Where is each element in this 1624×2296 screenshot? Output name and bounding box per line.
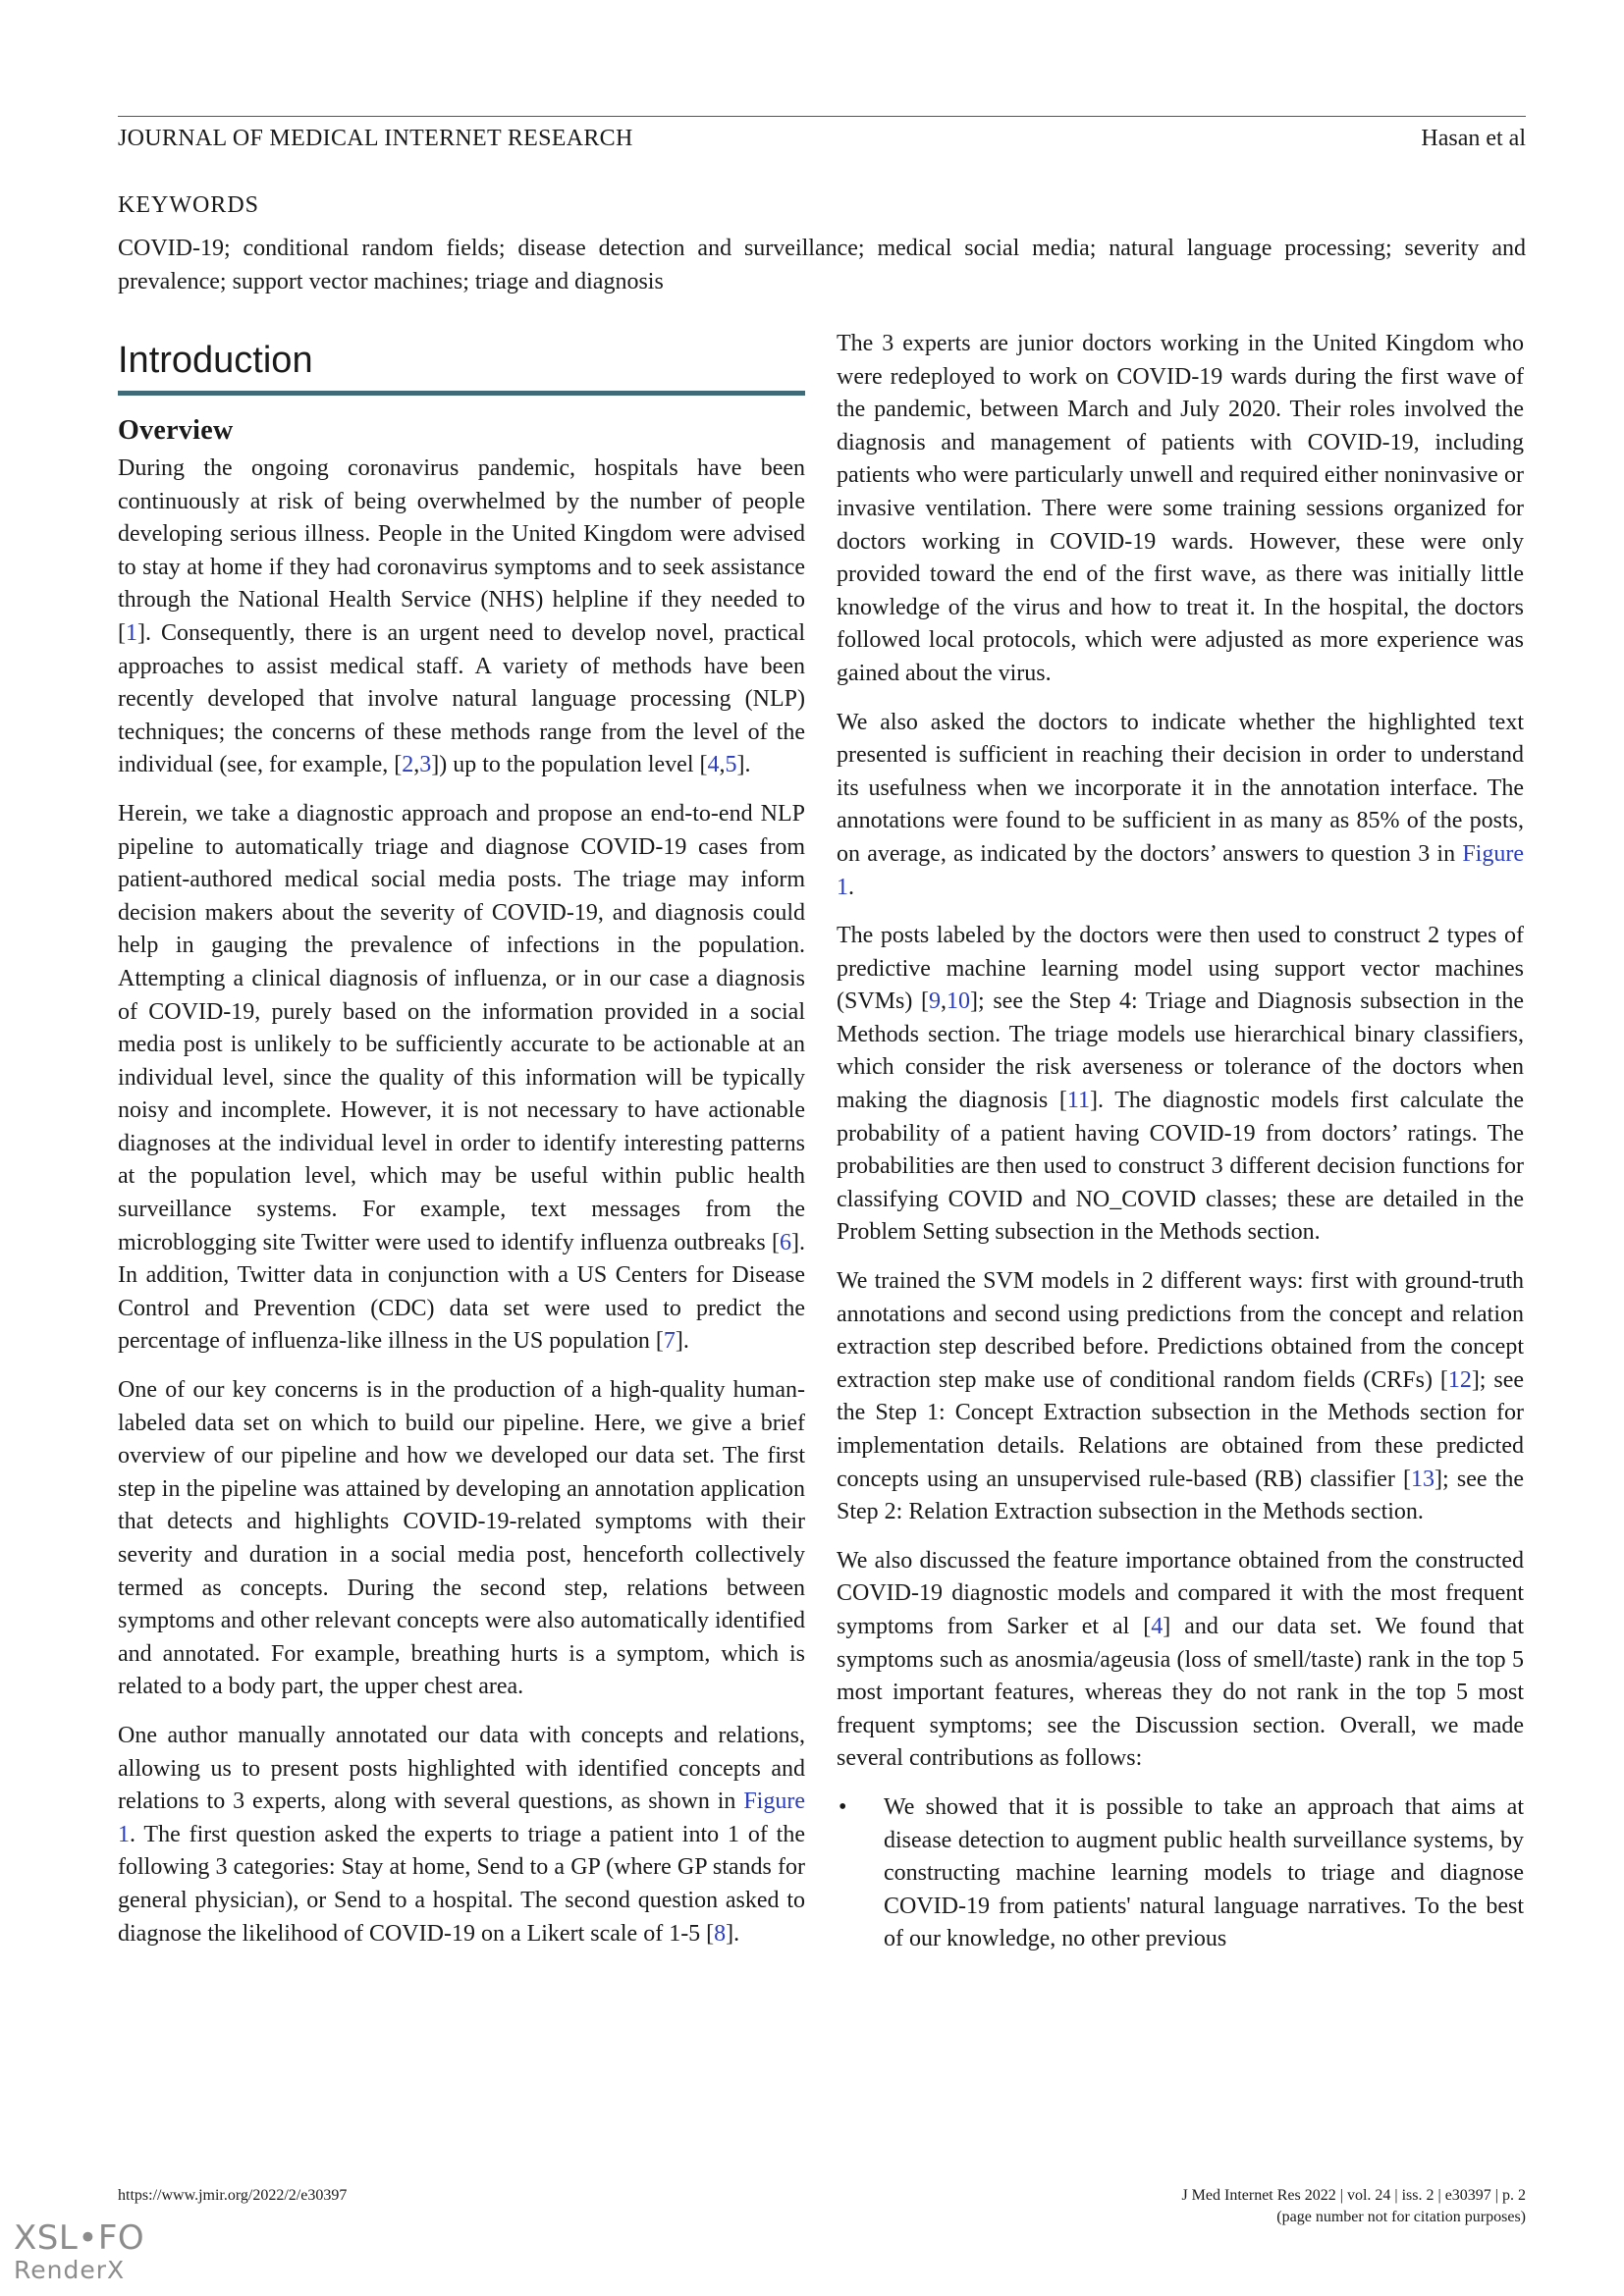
paragraph: We also asked the doctors to indicate whether the highlighted text presented is sufficient in reaching their decision in order to understand its usefulness when we incorporate it in the annotation interface. The annotations were found to be sufficient in as many as 85% of the posts, on average, as indicated by the doctors’ answers to question 3 in Figure 1. — [837, 709, 1524, 900]
citation-link[interactable]: 11 — [1066, 1088, 1091, 1114]
list-item — [837, 1791, 1524, 1956]
citation-footer — [1181, 2185, 1526, 2228]
paragraph: The 3 experts are junior doctors working in the United Kingdom who were redeployed to work on COVID-19 wards during the first wave of the pandemic, between March and July 2020. Their roles involved the diagnosis and management of patients with COVID-19, including patients who were particularly unwell and required either noninvasive or invasive ventilation. There were some training sessions organized for doctors working in COVID-19 wards. However, these were only provided toward the end of the first wave, as there was initially little knowledge of the virus and how to treat it. In the hospital, the doctors followed local protocols, which were adjusted as more experience was gained about the virus. — [837, 331, 1524, 686]
citation-link[interactable]: 4 — [1151, 1613, 1164, 1639]
logo-bottom-text: RenderX — [14, 2256, 126, 2284]
figure-link[interactable]: Figure 1 — [118, 1789, 805, 1847]
header-rule — [118, 116, 1526, 117]
citation-link[interactable]: 3 — [419, 752, 432, 778]
citation-link[interactable]: 12 — [1447, 1366, 1472, 1393]
keywords-text: COVID-19; conditional random fields; disease detection and surveillance; medical social media; natural language processing; severity and prevalence; support vector machines; triage and diagnosis — [118, 236, 1526, 294]
list-item-text: We showed that it is possible to take an approach that aims at disease detection to augment public health surveillance systems, by constructing machine learning models to triage and diagnose COVID-19 from patients' natural language narratives. To the best of our knowledge, no other previous — [884, 1793, 1524, 1952]
journal-title: JOURNAL OF MEDICAL INTERNET RESEARCH — [118, 126, 633, 151]
citation-link[interactable]: 1 — [126, 619, 137, 646]
citation-link[interactable]: 2 — [402, 752, 414, 778]
contributions-list — [837, 1791, 1524, 1956]
section-title-rule — [118, 391, 805, 396]
paragraph: During the ongoing coronavirus pandemic, hospitals have been continuously at risk of being overwhelmed by the number of people developing serious illness. People in the United Kingdom were advised to stay at home if they had coronavirus symptoms and to seek assistance through the National Health Service (NHS) helpline if they needed to [1]. Consequently, there is an urgent need to develop novel, practical approaches to assist medical staff. A variety of methods have been recently developed that involve natural language processing (NLP) techniques; the concerns of these methods range from the level of the individual (see, for example, [2,3]) up to the population level [4,5]. — [118, 455, 805, 778]
logo-top-text: XSL•FO — [14, 2218, 145, 2258]
citation-link[interactable]: 4 — [707, 752, 720, 778]
paragraph: One author manually annotated our data with concepts and relations, allowing us to present posts highlighted with identified concepts and relations to 3 experts, along with several questions, as shown in Figure 1. The first question asked the experts to triage a patient into 1 of the following 3 categories: Stay at home, Send to a GP (where GP stands for general physician), or Send to a hospital. The second question asked to diagnose the likelihood of COVID-19 on a Likert scale of 1-5 [8]. — [118, 1722, 805, 1947]
citation-link[interactable]: 8 — [714, 1920, 727, 1947]
paragraph: The posts labeled by the doctors were then used to construct 2 types of predictive machine learning model using support vector machines (SVMs) [9,10]; see the Step 4: Triage and Diagnosis subsection in the Methods section. The triage models use hierarchical binary classifiers, which consider the risk averseness or tolerance of the doctors when making the diagnosis [11]. The diagnostic models first calculate the probability of a patient having COVID-19 from doctors’ ratings. The probabilities are then used to construct 3 different decision functions for classifying COVID and NO_COVID classes; these are detailed in the Problem Setting subsection in the Methods section. — [837, 923, 1525, 1246]
figure-link[interactable]: Figure 1 — [837, 840, 1524, 900]
paragraph: We also discussed the feature importance obtained from the constructed COVID-19 diagnostic models and compared it with the most frequent symptoms from Sarker et al [4] and our data set. We found that symptoms such as anosmia/ageusia (loss of smell/taste) rank in the top 5 most important features, whereas they do not rank in the top 5 most frequent symptoms; see the Discussion section. Overall, we made several contributions as follows: — [837, 1547, 1525, 1772]
page-note: (page number not for citation purposes) — [1276, 2209, 1526, 2225]
citation-link[interactable]: 6 — [780, 1229, 791, 1255]
paragraph: Herein, we take a diagnostic approach and propose an end-to-end NLP pipeline to automatically triage and diagnose COVID-19 cases from patient-authored medical social media posts. The triage may inform decision makers about the severity of COVID-19, and diagnosis could help in gauging the prevalence of infections in the population. Attempting a clinical diagnosis of influenza, or in our case a diagnosis of COVID-19, purely based on the information provided in a social media post is unlikely to be sufficiently accurate to be actionable at an individual level, since the quality of this information will be typically noisy and incomplete. However, it is not necessary to have actionable diagnoses at the individual level in order to identify interesting patterns at the population level, which may be useful within public health surveillance systems. For example, text messages from the microblogging site Twitter were used to identify influenza outbreaks [6]. In addition, Twitter data in conjunction with a US Centers for Disease Control and Prevention (CDC) data set were used to predict the percentage of influenza-like illness in the US population [7]. — [118, 800, 805, 1355]
section-title: Introduction — [118, 340, 313, 381]
citation-link[interactable]: 7 — [663, 1328, 676, 1355]
author-running-head: Hasan et al — [1421, 126, 1526, 151]
left-column — [118, 332, 805, 1966]
right-column — [837, 328, 1524, 1956]
keywords-heading: KEYWORDS — [118, 192, 259, 218]
paragraph: One of our key concerns is in the production of a high-quality human-labeled data set on which to build our pipeline. Here, we give a brief overview of our pipeline and how we developed our data set. The first step in the pipeline was attained by developing an annotation application that detects and highlights COVID-19-related symptoms with their severity and duration in a social media post, henceforth collectively termed as concepts. During the second step, relations between symptoms and other relevant concepts were also automatically identified and annotated. For example, breathing hurts is a symptom, which is related to a body part, the upper chest area. — [118, 1377, 805, 1700]
citation-link[interactable]: 5 — [725, 752, 737, 778]
subsection-title: Overview — [118, 415, 234, 446]
bullet-marker: • — [839, 1793, 847, 1820]
citation-link[interactable]: 10 — [947, 988, 971, 1015]
paragraph: We trained the SVM models in 2 different ways: first with ground-truth annotations and second using predictions from the concept and relation extraction step described before. Predictions obtained from the concept extraction step make use of conditional random fields (CRFs) [12]; see the Step 1: Concept Extraction subsection in the Methods section for implementation details. Relations are obtained from these predicted concepts using an unsupervised rule-based (RB) classifier [13]; see the Step 2: Relation Extraction subsection in the Methods section. — [837, 1268, 1524, 1525]
citation-line: J Med Internet Res 2022 | vol. 24 | iss. 2 | e30397 | p. 2 — [1181, 2187, 1526, 2204]
xslfo-renderx-logo — [14, 2220, 144, 2285]
article-url: https://www.jmir.org/2022/2/e30397 — [118, 2187, 348, 2204]
citation-link[interactable]: 13 — [1411, 1466, 1435, 1492]
citation-link[interactable]: 9 — [929, 988, 942, 1015]
